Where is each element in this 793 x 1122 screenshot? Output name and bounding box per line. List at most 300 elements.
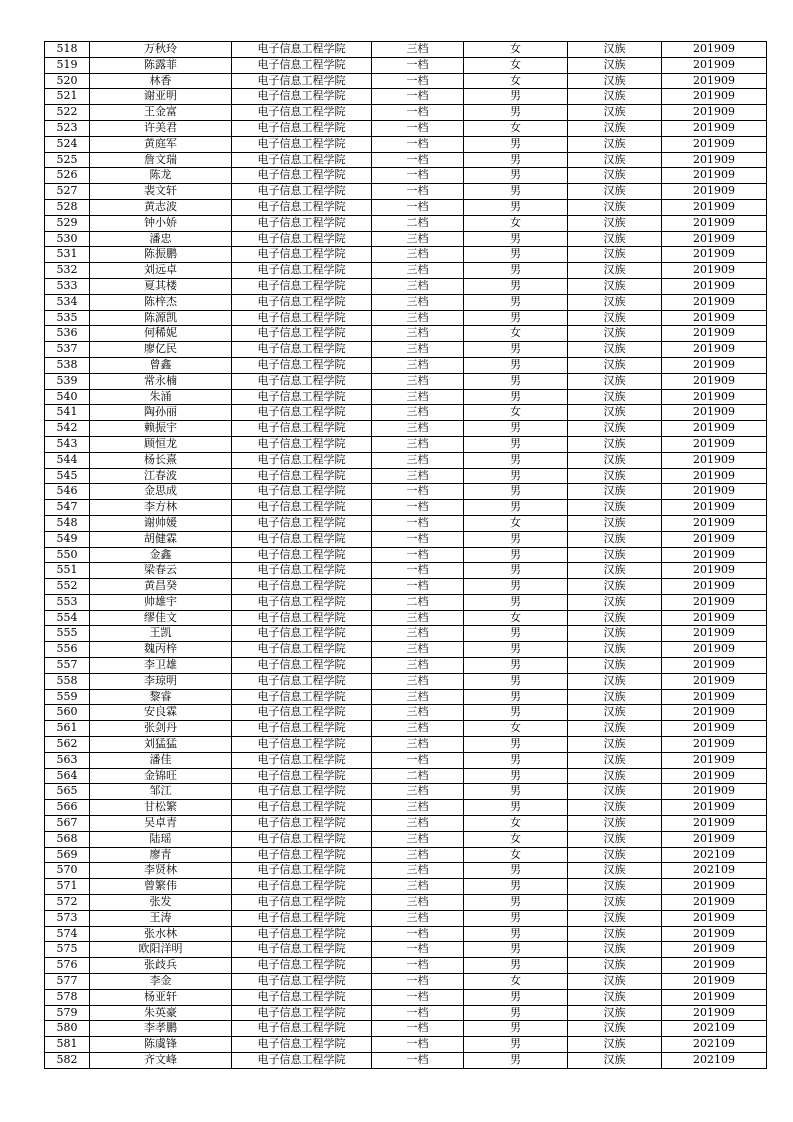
student-name-cell: 曾鑫 xyxy=(90,357,232,373)
table-row xyxy=(45,436,767,452)
student-name-cell: 陈源凯 xyxy=(90,310,232,326)
table-row xyxy=(45,405,767,421)
enrollment-date-cell: 201909 xyxy=(662,326,767,342)
gender-cell: 女 xyxy=(464,721,568,737)
grade-level-cell: 一档 xyxy=(372,989,464,1005)
college-cell: 电子信息工程学院 xyxy=(232,816,372,832)
row-number-cell: 545 xyxy=(45,468,90,484)
ethnicity-cell: 汉族 xyxy=(568,436,662,452)
grade-level-cell: 三档 xyxy=(372,784,464,800)
table-row xyxy=(45,689,767,705)
student-name-cell: 顾恒龙 xyxy=(90,436,232,452)
ethnicity-cell: 汉族 xyxy=(568,879,662,895)
enrollment-date-cell: 201909 xyxy=(662,436,767,452)
row-number-cell: 541 xyxy=(45,405,90,421)
student-name-cell: 李贤林 xyxy=(90,863,232,879)
ethnicity-cell: 汉族 xyxy=(568,752,662,768)
college-cell: 电子信息工程学院 xyxy=(232,658,372,674)
enrollment-date-cell: 201909 xyxy=(662,263,767,279)
ethnicity-cell: 汉族 xyxy=(568,452,662,468)
table-row xyxy=(45,721,767,737)
enrollment-date-cell: 201909 xyxy=(662,278,767,294)
row-number-cell: 534 xyxy=(45,294,90,310)
row-number-cell: 521 xyxy=(45,89,90,105)
enrollment-date-cell: 201909 xyxy=(662,405,767,421)
college-cell: 电子信息工程学院 xyxy=(232,357,372,373)
enrollment-date-cell: 201909 xyxy=(662,784,767,800)
enrollment-date-cell: 201909 xyxy=(662,689,767,705)
student-name-cell: 魏丙梓 xyxy=(90,642,232,658)
ethnicity-cell: 汉族 xyxy=(568,168,662,184)
grade-level-cell: 三档 xyxy=(372,421,464,437)
table-row xyxy=(45,816,767,832)
row-number-cell: 539 xyxy=(45,373,90,389)
ethnicity-cell: 汉族 xyxy=(568,737,662,753)
enrollment-date-cell: 202109 xyxy=(662,1021,767,1037)
enrollment-date-cell: 201909 xyxy=(662,673,767,689)
gender-cell: 男 xyxy=(464,863,568,879)
gender-cell: 女 xyxy=(464,816,568,832)
table-row xyxy=(45,531,767,547)
row-number-cell: 582 xyxy=(45,1053,90,1069)
table-row xyxy=(45,168,767,184)
gender-cell: 男 xyxy=(464,389,568,405)
enrollment-date-cell: 201909 xyxy=(662,294,767,310)
table-row xyxy=(45,563,767,579)
table-row xyxy=(45,610,767,626)
college-cell: 电子信息工程学院 xyxy=(232,879,372,895)
college-cell: 电子信息工程学院 xyxy=(232,642,372,658)
gender-cell: 男 xyxy=(464,484,568,500)
college-cell: 电子信息工程学院 xyxy=(232,563,372,579)
enrollment-date-cell: 201909 xyxy=(662,989,767,1005)
student-name-cell: 甘松繁 xyxy=(90,800,232,816)
ethnicity-cell: 汉族 xyxy=(568,184,662,200)
student-name-cell: 潘忠 xyxy=(90,231,232,247)
student-name-cell: 陈露菲 xyxy=(90,57,232,73)
gender-cell: 男 xyxy=(464,184,568,200)
table-row xyxy=(45,910,767,926)
gender-cell: 男 xyxy=(464,579,568,595)
college-cell: 电子信息工程学院 xyxy=(232,942,372,958)
grade-level-cell: 一档 xyxy=(372,120,464,136)
student-table-body xyxy=(45,42,767,1069)
student-name-cell: 李孝鹏 xyxy=(90,1021,232,1037)
student-name-cell: 廖亿民 xyxy=(90,342,232,358)
row-number-cell: 579 xyxy=(45,1005,90,1021)
grade-level-cell: 一档 xyxy=(372,515,464,531)
grade-level-cell: 一档 xyxy=(372,531,464,547)
ethnicity-cell: 汉族 xyxy=(568,342,662,358)
college-cell: 电子信息工程学院 xyxy=(232,231,372,247)
table-row xyxy=(45,500,767,516)
gender-cell: 女 xyxy=(464,974,568,990)
table-row xyxy=(45,263,767,279)
grade-level-cell: 一档 xyxy=(372,942,464,958)
student-name-cell: 赖振宇 xyxy=(90,421,232,437)
ethnicity-cell: 汉族 xyxy=(568,1037,662,1053)
grade-level-cell: 三档 xyxy=(372,278,464,294)
grade-level-cell: 三档 xyxy=(372,800,464,816)
row-number-cell: 560 xyxy=(45,705,90,721)
ethnicity-cell: 汉族 xyxy=(568,579,662,595)
gender-cell: 男 xyxy=(464,547,568,563)
enrollment-date-cell: 201909 xyxy=(662,831,767,847)
row-number-cell: 526 xyxy=(45,168,90,184)
table-row xyxy=(45,73,767,89)
gender-cell: 男 xyxy=(464,879,568,895)
grade-level-cell: 三档 xyxy=(372,231,464,247)
table-row xyxy=(45,1037,767,1053)
table-row xyxy=(45,247,767,263)
grade-level-cell: 三档 xyxy=(372,879,464,895)
gender-cell: 女 xyxy=(464,515,568,531)
enrollment-date-cell: 201909 xyxy=(662,57,767,73)
ethnicity-cell: 汉族 xyxy=(568,357,662,373)
enrollment-date-cell: 201909 xyxy=(662,705,767,721)
enrollment-date-cell: 201909 xyxy=(662,610,767,626)
row-number-cell: 556 xyxy=(45,642,90,658)
student-name-cell: 廖青 xyxy=(90,847,232,863)
enrollment-date-cell: 201909 xyxy=(662,389,767,405)
grade-level-cell: 一档 xyxy=(372,547,464,563)
row-number-cell: 532 xyxy=(45,263,90,279)
row-number-cell: 546 xyxy=(45,484,90,500)
student-name-cell: 陈虞锋 xyxy=(90,1037,232,1053)
enrollment-date-cell: 201909 xyxy=(662,626,767,642)
gender-cell: 男 xyxy=(464,278,568,294)
row-number-cell: 578 xyxy=(45,989,90,1005)
grade-level-cell: 三档 xyxy=(372,626,464,642)
row-number-cell: 570 xyxy=(45,863,90,879)
college-cell: 电子信息工程学院 xyxy=(232,136,372,152)
table-row xyxy=(45,421,767,437)
enrollment-date-cell: 201909 xyxy=(662,958,767,974)
college-cell: 电子信息工程学院 xyxy=(232,1021,372,1037)
grade-level-cell: 三档 xyxy=(372,42,464,58)
grade-level-cell: 三档 xyxy=(372,342,464,358)
row-number-cell: 581 xyxy=(45,1037,90,1053)
ethnicity-cell: 汉族 xyxy=(568,515,662,531)
student-name-cell: 帅雄宇 xyxy=(90,594,232,610)
row-number-cell: 523 xyxy=(45,120,90,136)
student-name-cell: 齐文峰 xyxy=(90,1053,232,1069)
table-row xyxy=(45,310,767,326)
ethnicity-cell: 汉族 xyxy=(568,310,662,326)
enrollment-date-cell: 201909 xyxy=(662,484,767,500)
table-row xyxy=(45,974,767,990)
enrollment-date-cell: 201909 xyxy=(662,879,767,895)
grade-level-cell: 三档 xyxy=(372,405,464,421)
ethnicity-cell: 汉族 xyxy=(568,294,662,310)
enrollment-date-cell: 201909 xyxy=(662,89,767,105)
enrollment-date-cell: 201909 xyxy=(662,547,767,563)
grade-level-cell: 一档 xyxy=(372,1053,464,1069)
grade-level-cell: 三档 xyxy=(372,247,464,263)
enrollment-date-cell: 201909 xyxy=(662,105,767,121)
gender-cell: 女 xyxy=(464,73,568,89)
gender-cell: 男 xyxy=(464,673,568,689)
grade-level-cell: 一档 xyxy=(372,974,464,990)
row-number-cell: 540 xyxy=(45,389,90,405)
enrollment-date-cell: 201909 xyxy=(662,737,767,753)
row-number-cell: 527 xyxy=(45,184,90,200)
gender-cell: 女 xyxy=(464,405,568,421)
gender-cell: 男 xyxy=(464,800,568,816)
student-name-cell: 何稀妮 xyxy=(90,326,232,342)
enrollment-date-cell: 202109 xyxy=(662,1037,767,1053)
row-number-cell: 557 xyxy=(45,658,90,674)
college-cell: 电子信息工程学院 xyxy=(232,847,372,863)
gender-cell: 男 xyxy=(464,989,568,1005)
row-number-cell: 567 xyxy=(45,816,90,832)
gender-cell: 男 xyxy=(464,658,568,674)
row-number-cell: 574 xyxy=(45,926,90,942)
ethnicity-cell: 汉族 xyxy=(568,974,662,990)
table-row xyxy=(45,626,767,642)
enrollment-date-cell: 201909 xyxy=(662,895,767,911)
table-row xyxy=(45,342,767,358)
grade-level-cell: 三档 xyxy=(372,468,464,484)
table-row xyxy=(45,926,767,942)
table-row xyxy=(45,199,767,215)
grade-level-cell: 三档 xyxy=(372,658,464,674)
row-number-cell: 519 xyxy=(45,57,90,73)
grade-level-cell: 三档 xyxy=(372,642,464,658)
row-number-cell: 569 xyxy=(45,847,90,863)
row-number-cell: 544 xyxy=(45,452,90,468)
gender-cell: 男 xyxy=(464,168,568,184)
student-name-cell: 夏其楼 xyxy=(90,278,232,294)
student-name-cell: 黄志波 xyxy=(90,199,232,215)
enrollment-date-cell: 201909 xyxy=(662,1005,767,1021)
enrollment-date-cell: 201909 xyxy=(662,942,767,958)
grade-level-cell: 三档 xyxy=(372,689,464,705)
student-name-cell: 刘远卓 xyxy=(90,263,232,279)
table-row xyxy=(45,278,767,294)
ethnicity-cell: 汉族 xyxy=(568,500,662,516)
enrollment-date-cell: 201909 xyxy=(662,73,767,89)
college-cell: 电子信息工程学院 xyxy=(232,1053,372,1069)
college-cell: 电子信息工程学院 xyxy=(232,610,372,626)
grade-level-cell: 一档 xyxy=(372,57,464,73)
student-name-cell: 黎睿 xyxy=(90,689,232,705)
enrollment-date-cell: 201909 xyxy=(662,373,767,389)
row-number-cell: 528 xyxy=(45,199,90,215)
grade-level-cell: 三档 xyxy=(372,610,464,626)
table-row xyxy=(45,831,767,847)
row-number-cell: 549 xyxy=(45,531,90,547)
grade-level-cell: 一档 xyxy=(372,484,464,500)
enrollment-date-cell: 201909 xyxy=(662,120,767,136)
row-number-cell: 571 xyxy=(45,879,90,895)
ethnicity-cell: 汉族 xyxy=(568,547,662,563)
enrollment-date-cell: 201909 xyxy=(662,974,767,990)
student-name-cell: 朱涌 xyxy=(90,389,232,405)
gender-cell: 女 xyxy=(464,831,568,847)
college-cell: 电子信息工程学院 xyxy=(232,310,372,326)
row-number-cell: 524 xyxy=(45,136,90,152)
college-cell: 电子信息工程学院 xyxy=(232,579,372,595)
table-row xyxy=(45,515,767,531)
row-number-cell: 548 xyxy=(45,515,90,531)
student-name-cell: 吴卓青 xyxy=(90,816,232,832)
row-number-cell: 580 xyxy=(45,1021,90,1037)
ethnicity-cell: 汉族 xyxy=(568,594,662,610)
grade-level-cell: 三档 xyxy=(372,910,464,926)
college-cell: 电子信息工程学院 xyxy=(232,958,372,974)
table-row xyxy=(45,579,767,595)
grade-level-cell: 三档 xyxy=(372,310,464,326)
table-row xyxy=(45,1005,767,1021)
table-row xyxy=(45,547,767,563)
table-row xyxy=(45,57,767,73)
grade-level-cell: 二档 xyxy=(372,594,464,610)
grade-level-cell: 二档 xyxy=(372,215,464,231)
ethnicity-cell: 汉族 xyxy=(568,152,662,168)
college-cell: 电子信息工程学院 xyxy=(232,468,372,484)
student-name-cell: 金思成 xyxy=(90,484,232,500)
enrollment-date-cell: 201909 xyxy=(662,531,767,547)
gender-cell: 男 xyxy=(464,737,568,753)
college-cell: 电子信息工程学院 xyxy=(232,863,372,879)
row-number-cell: 564 xyxy=(45,768,90,784)
college-cell: 电子信息工程学院 xyxy=(232,389,372,405)
grade-level-cell: 一档 xyxy=(372,73,464,89)
grade-level-cell: 三档 xyxy=(372,294,464,310)
ethnicity-cell: 汉族 xyxy=(568,136,662,152)
student-name-cell: 陈梓杰 xyxy=(90,294,232,310)
table-row xyxy=(45,958,767,974)
enrollment-date-cell: 202109 xyxy=(662,1053,767,1069)
ethnicity-cell: 汉族 xyxy=(568,721,662,737)
ethnicity-cell: 汉族 xyxy=(568,847,662,863)
student-name-cell: 朱英豪 xyxy=(90,1005,232,1021)
gender-cell: 男 xyxy=(464,89,568,105)
enrollment-date-cell: 201909 xyxy=(662,468,767,484)
grade-level-cell: 三档 xyxy=(372,452,464,468)
row-number-cell: 520 xyxy=(45,73,90,89)
ethnicity-cell: 汉族 xyxy=(568,42,662,58)
table-row xyxy=(45,800,767,816)
table-row xyxy=(45,642,767,658)
enrollment-date-cell: 201909 xyxy=(662,500,767,516)
ethnicity-cell: 汉族 xyxy=(568,389,662,405)
row-number-cell: 562 xyxy=(45,737,90,753)
gender-cell: 男 xyxy=(464,689,568,705)
college-cell: 电子信息工程学院 xyxy=(232,42,372,58)
college-cell: 电子信息工程学院 xyxy=(232,689,372,705)
grade-level-cell: 三档 xyxy=(372,895,464,911)
grade-level-cell: 三档 xyxy=(372,831,464,847)
student-name-cell: 陶孙丽 xyxy=(90,405,232,421)
college-cell: 电子信息工程学院 xyxy=(232,184,372,200)
ethnicity-cell: 汉族 xyxy=(568,484,662,500)
gender-cell: 男 xyxy=(464,895,568,911)
college-cell: 电子信息工程学院 xyxy=(232,120,372,136)
ethnicity-cell: 汉族 xyxy=(568,199,662,215)
college-cell: 电子信息工程学院 xyxy=(232,326,372,342)
ethnicity-cell: 汉族 xyxy=(568,326,662,342)
row-number-cell: 559 xyxy=(45,689,90,705)
table-row xyxy=(45,326,767,342)
ethnicity-cell: 汉族 xyxy=(568,926,662,942)
table-row xyxy=(45,184,767,200)
student-name-cell: 陈龙 xyxy=(90,168,232,184)
ethnicity-cell: 汉族 xyxy=(568,705,662,721)
gender-cell: 男 xyxy=(464,594,568,610)
enrollment-date-cell: 201909 xyxy=(662,768,767,784)
student-name-cell: 黄昌癸 xyxy=(90,579,232,595)
college-cell: 电子信息工程学院 xyxy=(232,974,372,990)
row-number-cell: 531 xyxy=(45,247,90,263)
table-row xyxy=(45,705,767,721)
college-cell: 电子信息工程学院 xyxy=(232,895,372,911)
gender-cell: 男 xyxy=(464,373,568,389)
grade-level-cell: 三档 xyxy=(372,863,464,879)
ethnicity-cell: 汉族 xyxy=(568,642,662,658)
college-cell: 电子信息工程学院 xyxy=(232,737,372,753)
student-name-cell: 缪佳文 xyxy=(90,610,232,626)
gender-cell: 男 xyxy=(464,563,568,579)
student-name-cell: 张歧兵 xyxy=(90,958,232,974)
table-row xyxy=(45,105,767,121)
college-cell: 电子信息工程学院 xyxy=(232,800,372,816)
row-number-cell: 566 xyxy=(45,800,90,816)
table-row xyxy=(45,752,767,768)
grade-level-cell: 三档 xyxy=(372,847,464,863)
gender-cell: 男 xyxy=(464,768,568,784)
gender-cell: 男 xyxy=(464,1021,568,1037)
gender-cell: 男 xyxy=(464,1053,568,1069)
grade-level-cell: 一档 xyxy=(372,579,464,595)
row-number-cell: 561 xyxy=(45,721,90,737)
table-row xyxy=(45,136,767,152)
enrollment-date-cell: 201909 xyxy=(662,342,767,358)
enrollment-date-cell: 202109 xyxy=(662,847,767,863)
college-cell: 电子信息工程学院 xyxy=(232,152,372,168)
grade-level-cell: 一档 xyxy=(372,1005,464,1021)
college-cell: 电子信息工程学院 xyxy=(232,105,372,121)
student-name-cell: 杨长熹 xyxy=(90,452,232,468)
college-cell: 电子信息工程学院 xyxy=(232,215,372,231)
enrollment-date-cell: 201909 xyxy=(662,357,767,373)
gender-cell: 男 xyxy=(464,294,568,310)
ethnicity-cell: 汉族 xyxy=(568,831,662,847)
college-cell: 电子信息工程学院 xyxy=(232,500,372,516)
grade-level-cell: 三档 xyxy=(372,389,464,405)
gender-cell: 女 xyxy=(464,847,568,863)
student-name-cell: 林香 xyxy=(90,73,232,89)
grade-level-cell: 一档 xyxy=(372,152,464,168)
ethnicity-cell: 汉族 xyxy=(568,247,662,263)
student-name-cell: 常永楠 xyxy=(90,373,232,389)
table-row xyxy=(45,231,767,247)
enrollment-date-cell: 201909 xyxy=(662,926,767,942)
grade-level-cell: 一档 xyxy=(372,1021,464,1037)
gender-cell: 女 xyxy=(464,42,568,58)
table-row xyxy=(45,594,767,610)
ethnicity-cell: 汉族 xyxy=(568,421,662,437)
row-number-cell: 576 xyxy=(45,958,90,974)
gender-cell: 男 xyxy=(464,1005,568,1021)
ethnicity-cell: 汉族 xyxy=(568,910,662,926)
gender-cell: 男 xyxy=(464,531,568,547)
gender-cell: 女 xyxy=(464,120,568,136)
student-name-cell: 江春波 xyxy=(90,468,232,484)
table-row xyxy=(45,673,767,689)
grade-level-cell: 三档 xyxy=(372,263,464,279)
